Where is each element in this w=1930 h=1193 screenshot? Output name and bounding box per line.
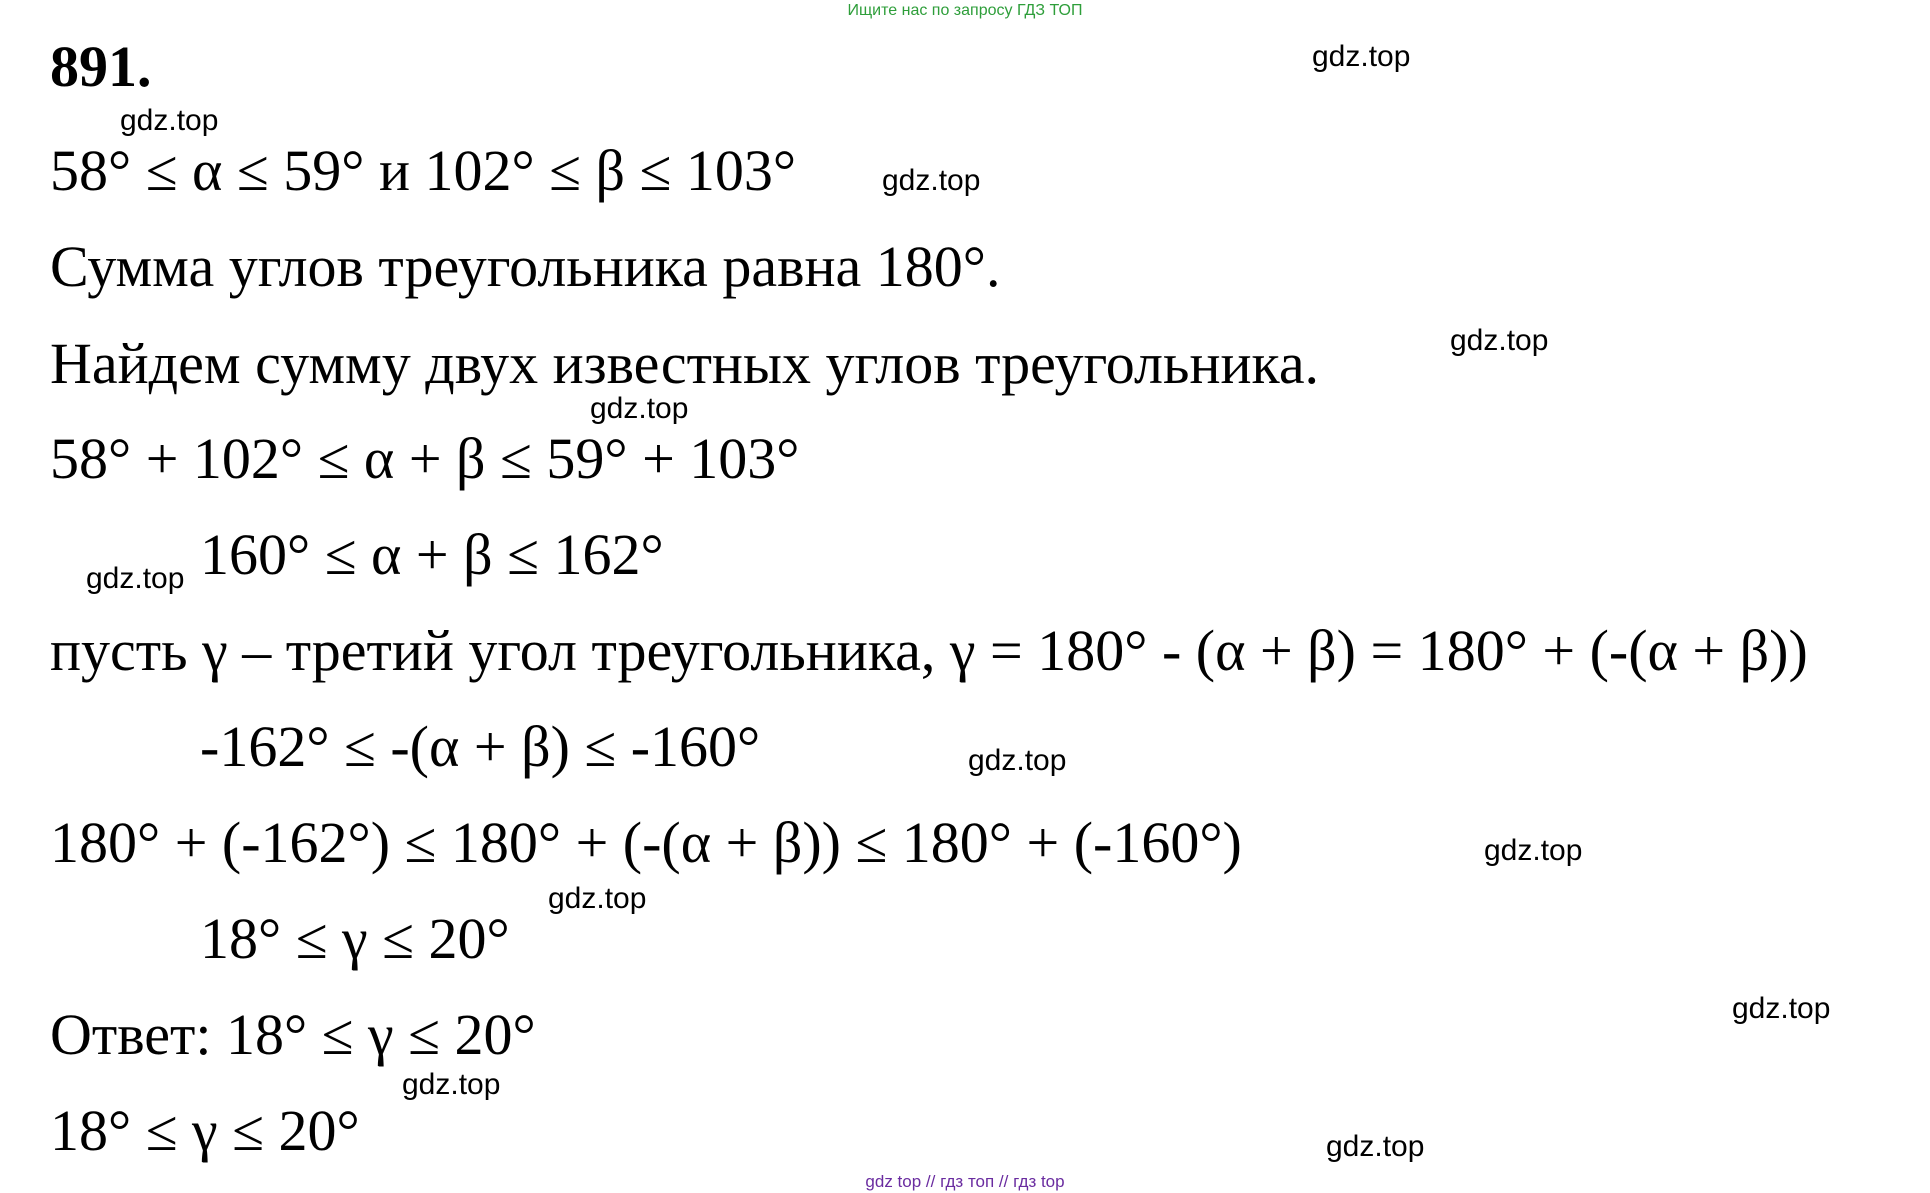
watermark: gdz.top [590, 392, 689, 425]
watermark: gdz.top [1484, 834, 1583, 867]
negated-inequality: -162° ≤ -(α + β) ≤ -160° [200, 714, 761, 779]
watermark: gdz.top [1450, 324, 1549, 357]
given-inequalities: 58° ≤ α ≤ 59° и 102° ≤ β ≤ 103° [50, 138, 797, 203]
watermark: gdz.top [548, 882, 647, 915]
watermark: gdz.top [1312, 40, 1411, 73]
header-note: Ищите нас по запросу ГДЗ ТОП [847, 2, 1083, 19]
answer-line: Ответ: 18° ≤ γ ≤ 20° [50, 1002, 536, 1067]
shifted-inequality: 180° + (-162°) ≤ 180° + (-(α + β)) ≤ 180° + (-160°) [50, 810, 1242, 875]
watermark: gdz.top [1326, 1130, 1425, 1163]
gamma-result: 18° ≤ γ ≤ 20° [200, 906, 510, 971]
watermark: gdz.top [120, 104, 219, 137]
problem-number: 891. [50, 34, 152, 99]
watermark: gdz.top [1732, 992, 1831, 1025]
final-line: 18° ≤ γ ≤ 20° [50, 1098, 360, 1163]
watermark: gdz.top [402, 1068, 501, 1101]
watermark: gdz.top [968, 744, 1067, 777]
angle-sum-statement: Сумма углов треугольника равна 180°. [50, 234, 1001, 299]
sum-inequality: 58° + 102° ≤ α + β ≤ 59° + 103° [50, 426, 800, 491]
watermark: gdz.top [86, 562, 185, 595]
watermark: gdz.top [882, 164, 981, 197]
third-angle-definition: пусть γ – третий угол треугольника, γ = 180° - (α + β) = 180° + (-(α + β)) [50, 618, 1808, 683]
find-sum-statement: Найдем сумму двух известных углов треугольника. [50, 331, 1320, 396]
footer-note: gdz top // гдз топ // гдз top [865, 1172, 1065, 1191]
sum-result: 160° ≤ α + β ≤ 162° [200, 522, 664, 587]
